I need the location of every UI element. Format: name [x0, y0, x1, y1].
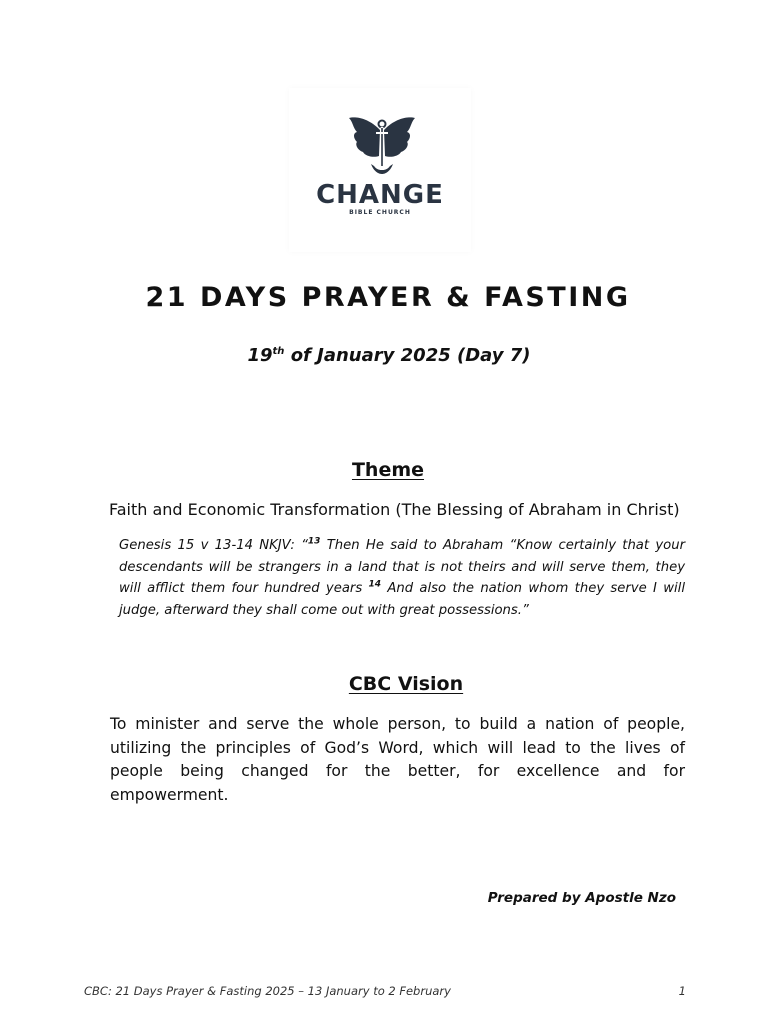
- logo-subtitle: BIBLE CHURCH: [349, 209, 411, 216]
- theme-text: Faith and Economic Transformation (The Blessing of Abraham in Christ): [109, 500, 680, 519]
- vision-text: To minister and serve the whole person, to build a nation of people, utilizing the principles of God’s Word, which will lead to the lives of people being changed for the better, for excellence and for empowerment.: [110, 715, 685, 804]
- winged-anchor-icon: [347, 112, 417, 182]
- date-line: [0, 345, 768, 366]
- vision-heading: CBC Vision: [348, 673, 464, 695]
- verse-text: And also the nation whom they serve I will judge, afterward they shall come out with great possessions.”: [119, 581, 685, 618]
- scripture-reference: Genesis 15 v 13-14 NKJV: “: [119, 538, 308, 553]
- theme-heading: Theme: [351, 459, 425, 481]
- footer-text: CBC: 21 Days Prayer & Fasting 2025 – 13 January to 2 February: [84, 984, 451, 998]
- page-title: 21 DAYS PRAYER & FASTING: [145, 282, 631, 313]
- date-suffix: th: [272, 346, 285, 357]
- logo-wordmark: CHANGE: [316, 180, 444, 210]
- page-number: 1: [678, 984, 686, 998]
- verse-text: Then He said to Abraham “Know certainly that your descendants will be strangers in a land that is not theirs and will serve them, they will afflict them four hundred years: [119, 538, 686, 596]
- date-day: 19: [247, 345, 273, 366]
- date-rest: of January 2025 (Day 7): [284, 345, 531, 366]
- scripture-passage: [119, 535, 685, 621]
- verse-number: 13: [307, 536, 321, 547]
- prepared-by: Prepared by Apostle Nzo: [487, 890, 676, 906]
- verse-number: 14: [368, 579, 382, 590]
